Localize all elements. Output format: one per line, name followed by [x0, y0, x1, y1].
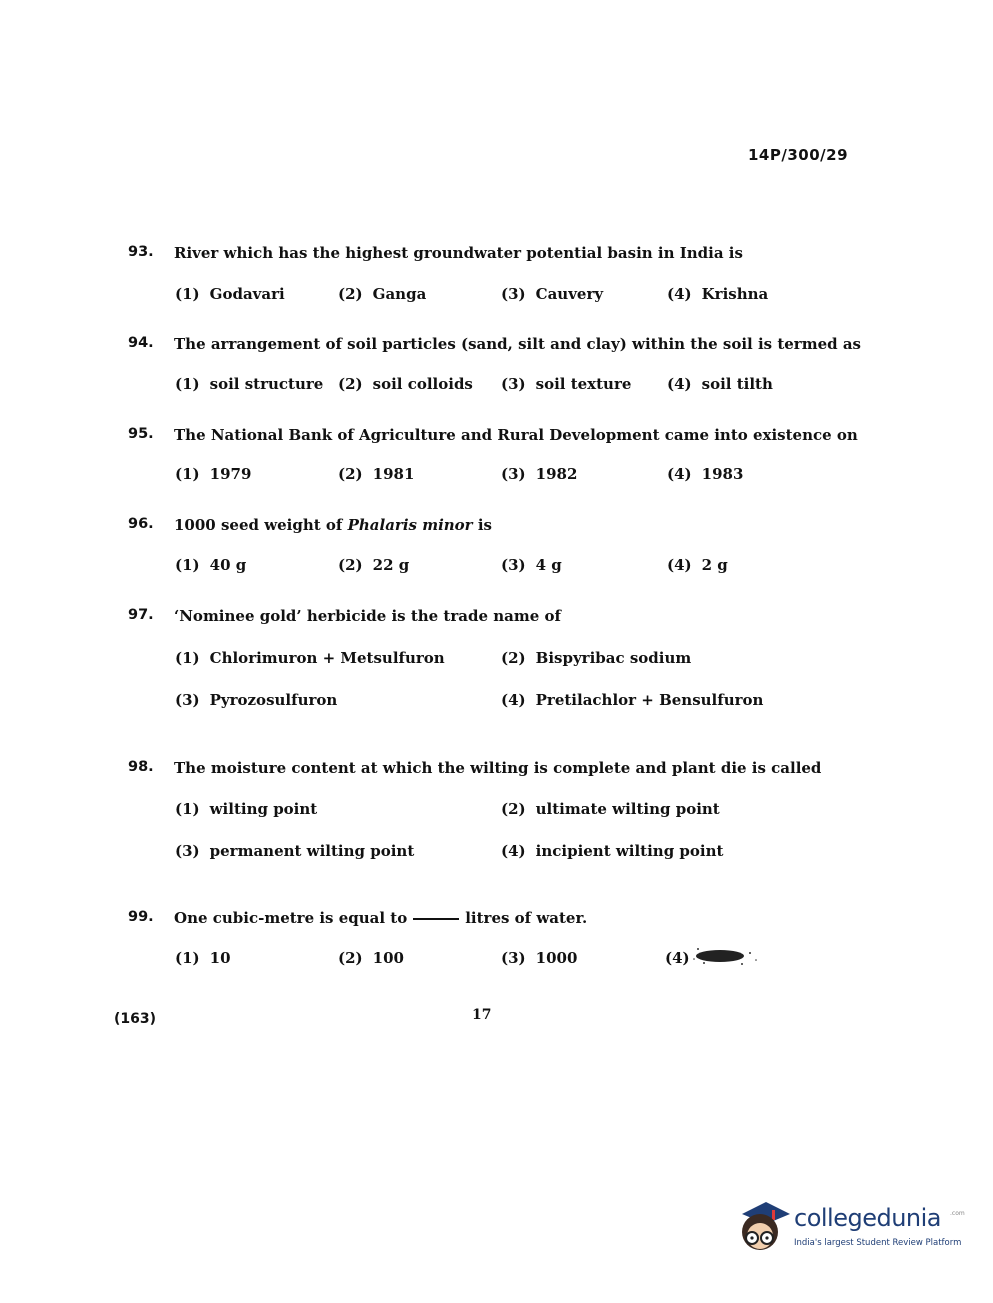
fill-in-blank — [413, 918, 459, 920]
option-text: ultimate wilting point — [535, 800, 720, 818]
option[interactable] — [501, 649, 691, 667]
option-text: permanent wilting point — [209, 842, 415, 860]
question-text: The moisture content at which the wilting is complete and plant die is called — [174, 759, 822, 777]
option[interactable] — [175, 649, 445, 667]
option-number: (2) — [338, 949, 363, 967]
option-text: 100 — [372, 949, 404, 967]
option-number: (1) — [175, 465, 200, 483]
option-number: (3) — [501, 949, 526, 967]
option-number: (4) — [667, 465, 692, 483]
option-text: incipient wilting point — [535, 842, 724, 860]
option-text: soil structure — [209, 375, 324, 393]
option[interactable] — [175, 842, 414, 860]
option-number: (3) — [175, 691, 200, 709]
question-number: 99. — [128, 909, 154, 925]
option-text: soil colloids — [372, 375, 473, 393]
option-number: (3) — [175, 842, 200, 860]
option-number: (3) — [501, 375, 526, 393]
option[interactable] — [501, 556, 562, 574]
option-text: 2 g — [701, 556, 728, 574]
question-text — [174, 516, 492, 534]
option-text: soil texture — [535, 375, 632, 393]
question-number: 95. — [128, 426, 154, 442]
logo-wordmark: collegedunia — [794, 1204, 942, 1232]
option-text: Ganga — [372, 285, 427, 303]
option[interactable] — [338, 285, 426, 303]
option-text: 1979 — [209, 465, 252, 483]
option-text: 10 — [209, 949, 231, 967]
option-number: (4) — [667, 375, 692, 393]
option[interactable] — [175, 375, 323, 393]
student-mascot-icon — [732, 1196, 792, 1260]
option-number: (1) — [175, 375, 200, 393]
option-number: (4) — [501, 691, 526, 709]
option-text: Godavari — [209, 285, 285, 303]
option-number: (3) — [501, 556, 526, 574]
option[interactable] — [175, 691, 337, 709]
question-number: 98. — [128, 759, 154, 775]
option-number: (1) — [175, 949, 200, 967]
question-text-start: 1000 seed weight of — [174, 516, 343, 534]
option[interactable] — [667, 285, 768, 303]
option-text: wilting point — [209, 800, 318, 818]
option-text: 1981 — [372, 465, 415, 483]
option-number: (4) — [665, 949, 690, 967]
option-number: (4) — [667, 556, 692, 574]
option[interactable] — [175, 285, 285, 303]
question-text — [174, 909, 587, 927]
question-text-end: is — [477, 516, 492, 534]
booklet-code: (163) — [114, 1011, 157, 1027]
option-number: (1) — [175, 285, 200, 303]
option-text: 4 g — [535, 556, 562, 574]
option[interactable] — [667, 556, 728, 574]
question-text: The National Bank of Agriculture and Rural Development came into existence on — [174, 426, 858, 444]
option-number: (2) — [338, 285, 363, 303]
option[interactable] — [338, 949, 404, 967]
option-number: (2) — [338, 556, 363, 574]
option-text: 1982 — [535, 465, 578, 483]
logo-tagline: India's largest Student Review Platform — [794, 1238, 962, 1248]
option[interactable] — [667, 375, 773, 393]
option-number: (3) — [501, 465, 526, 483]
option-number: (2) — [501, 800, 526, 818]
option-text: Cauvery — [535, 285, 604, 303]
option[interactable] — [175, 949, 231, 967]
option-number: (4) — [667, 285, 692, 303]
question-text-start: One cubic-metre is equal to — [174, 909, 408, 927]
option-number: (1) — [175, 800, 200, 818]
option-number: (4) — [501, 842, 526, 860]
option-text: 1983 — [701, 465, 744, 483]
option[interactable] — [501, 842, 723, 860]
option-number: (2) — [338, 465, 363, 483]
option-text: Chlorimuron + Metsulfuron — [209, 649, 445, 667]
page-number: 17 — [472, 1007, 492, 1023]
question-number: 97. — [128, 607, 154, 623]
option[interactable] — [338, 465, 414, 483]
option-text: 40 g — [209, 556, 247, 574]
question-text: The arrangement of soil particles (sand, silt and clay) within the soil is termed as — [174, 335, 861, 353]
option-number: (2) — [501, 649, 526, 667]
option-text: 1000 — [535, 949, 578, 967]
question-number: 93. — [128, 244, 154, 260]
option[interactable] — [501, 285, 603, 303]
option[interactable] — [338, 556, 409, 574]
option-number: (3) — [501, 285, 526, 303]
question-text: ‘Nominee gold’ herbicide is the trade name of — [174, 607, 561, 625]
collegedunia-logo[interactable] — [732, 1196, 964, 1260]
option-text: soil tilth — [701, 375, 773, 393]
option[interactable] — [501, 691, 763, 709]
ink-smudge — [690, 945, 760, 967]
question-text: River which has the highest groundwater potential basin in India is — [174, 244, 743, 262]
option[interactable] — [501, 949, 577, 967]
option[interactable] — [501, 465, 577, 483]
option[interactable] — [501, 800, 720, 818]
question-number: 94. — [128, 335, 154, 351]
question-text-end: litres of water. — [465, 909, 588, 927]
option-text: Krishna — [701, 285, 769, 303]
option-number: (1) — [175, 556, 200, 574]
option-number: (1) — [175, 649, 200, 667]
option-text: Bispyribac sodium — [535, 649, 692, 667]
logo-domain: .com — [950, 1210, 965, 1217]
option[interactable] — [667, 465, 743, 483]
option-text: Pretilachlor + Bensulfuron — [535, 691, 764, 709]
option[interactable] — [501, 375, 631, 393]
question-number: 96. — [128, 516, 154, 532]
option[interactable] — [338, 375, 473, 393]
option-text: Pyrozosulfuron — [209, 691, 338, 709]
option[interactable] — [175, 800, 317, 818]
option[interactable] — [175, 556, 246, 574]
option-number: (2) — [338, 375, 363, 393]
species-name: Phalaris minor — [347, 516, 473, 534]
option[interactable] — [175, 465, 251, 483]
paper-code: 14P/300/29 — [748, 146, 849, 164]
option-text: 22 g — [372, 556, 410, 574]
